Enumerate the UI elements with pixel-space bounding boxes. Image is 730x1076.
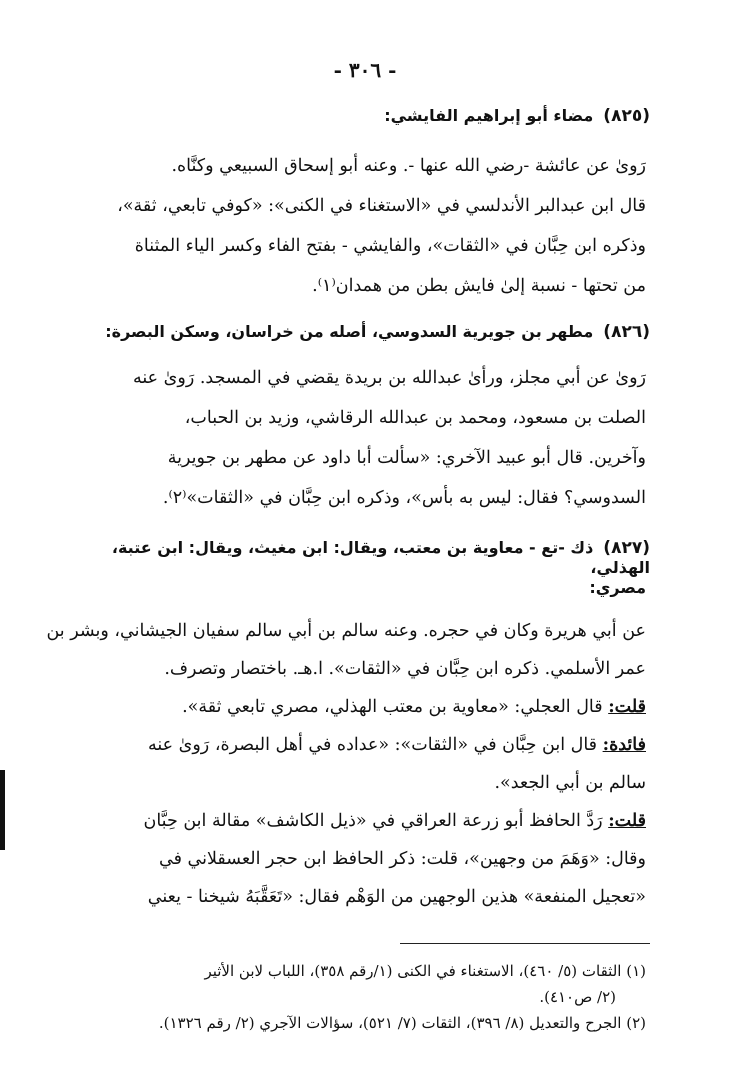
entry-title: ذك -تع - معاوية بن معتب، ويقال: ابن مغيث، ويقال: ابن عتبة، الهذلي، xyxy=(111,538,650,577)
text-line: «تعجيل المنفعة» هذين الوجهين من الوَهْم فقال: «تَعَقَّبَهُ شيخنا - يعني xyxy=(147,887,646,907)
entry-title: مضاء أبو إبراهيم الفايشي: xyxy=(384,106,594,125)
note-text: رَدَّ الحافظ أبو زرعة العراقي في «ذيل الكاشف» مقالة ابن حِبَّان xyxy=(143,811,609,831)
text-line: رَوىٰ عن أبي مجلز، ورأىٰ عبدالله بن بريدة يقضي في المسجد. رَوىٰ عنه xyxy=(133,368,646,388)
entry-826-heading xyxy=(80,322,650,342)
scan-edge-mark xyxy=(0,770,5,850)
entry-number: (٨٢٦) xyxy=(603,322,650,342)
text-line: الصلت بن مسعود، ومحمد بن عبدالله الرقاشي، وزيد بن الحباب، xyxy=(184,408,646,428)
note-line xyxy=(80,688,646,726)
text-line: سالم بن أبي الجعد». xyxy=(494,773,646,793)
note-text: قال ابن حِبَّان في «الثقات»: «عداده في أهل البصرة، رَوىٰ عنه xyxy=(147,735,603,755)
footnote-line: (٢) الجرح والتعديل (٨/ ٣٩٦)، الثقات (٧/ ٥٢١)، سؤالات الآجري (٢/ رقم ١٣٢٦). xyxy=(158,1014,646,1032)
text-line: وآخرين. قال أبو عبيد الآخري: «سألت أبا داود عن مطهر بن جويرية xyxy=(167,448,646,468)
footnote-divider xyxy=(400,943,650,944)
entry-827-heading-cont xyxy=(76,578,646,597)
text-line: عن أبي هريرة وكان في حجره. وعنه سالم بن أبي سالم سفيان الجيشاني، وبشر بن xyxy=(46,621,646,641)
note-label: قلت: xyxy=(608,697,646,717)
footnotes xyxy=(76,958,646,1036)
text-line: عمر الأسلمي. ذكره ابن حِبَّان في «الثقات». ا.هـ. باختصار وتصرف. xyxy=(164,659,646,679)
text-line: رَوىٰ عن عائشة -رضي الله عنها -. وعنه أبو إسحاق السبيعي وكنَّاه. xyxy=(171,156,646,176)
footnote-line: (١) الثقات (٥/ ٤٦٠)، الاستغناء في الكنى (١/رقم ٣٥٨)، اللباب لابن الأثير xyxy=(204,962,646,980)
note-line xyxy=(80,726,646,764)
note-label: فائدة: xyxy=(602,735,646,755)
text-line: وقال: «وَهَمَ من وجهين»، قلت: ذكر الحافظ ابن حجر العسقلاني في xyxy=(158,849,646,869)
page-number: - ٣٠٦ - xyxy=(333,58,397,82)
entry-826-body xyxy=(80,358,646,518)
entry-number: (٨٢٧) xyxy=(603,538,650,558)
entry-827-body xyxy=(46,612,646,916)
note-line xyxy=(80,802,646,840)
entry-title-cont: مصري: xyxy=(589,578,646,597)
entry-827-heading xyxy=(80,538,650,577)
entry-number: (٨٢٥) xyxy=(603,106,650,126)
note-text: قال العجلي: «معاوية بن معتب الهذلي، مصري تابعي ثقة». xyxy=(182,697,609,717)
text-line: من تحتها - نسبة إلىٰ فايش بطن من همدان⁽١⁾. xyxy=(312,276,646,296)
entry-title: مطهر بن جويرية السدوسي، أصله من خراسان، وسكن البصرة: xyxy=(105,322,594,341)
text-line: وذكره ابن حِبَّان في «الثقات»، والفايشي - بفتح الفاء وكسر الياء المثناة xyxy=(134,236,646,256)
text-line: السدوسي؟ فقال: ليس به بأس»، وذكره ابن حِبَّان في «الثقات»⁽٢⁾. xyxy=(162,488,646,508)
entry-825-heading xyxy=(80,106,650,126)
note-label: قلت: xyxy=(608,811,646,831)
text-line: قال ابن عبدالبر الأندلسي في «الاستغناء في الكنى»: «كوفي تابعي، ثقة»، xyxy=(117,196,646,216)
footnote-line: (٢/ ص٤١٠). xyxy=(539,988,616,1006)
entry-825-body xyxy=(80,146,646,306)
